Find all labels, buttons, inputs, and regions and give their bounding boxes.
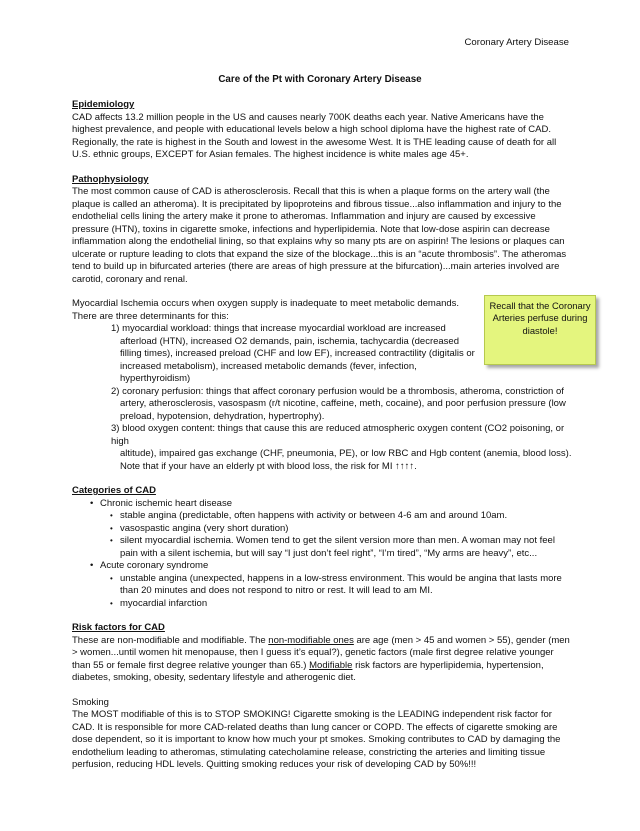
document-body [72,99,572,784]
list-item: • Acute coronary syndrome [72,560,572,573]
text-run: risk factors are hyperlipidemia, hypertension, diabetes, smoking, obesity, sedentary lifestyle and atherogenic diet. [72,659,544,683]
paragraph: Myocardial Ischemia occurs when oxygen supply is inadequate to meet metabolic demands. [72,298,460,309]
list-item: • myocardial infarction [72,598,572,611]
list-item: • stable angina (predictable, often happens with activity or between 4-6 am and around 10am. [72,510,572,523]
determinant-item [72,423,572,473]
text-run: These are non-modifiable and modifiable. The [72,634,269,646]
epidemiology-section [72,99,572,162]
subheading: Smoking [72,696,109,708]
paragraph: There are three determinants for this: [72,310,229,322]
determinant-item [72,386,572,424]
category-list [72,498,572,611]
underlined-term: Modifiable [309,659,353,671]
determinant-first-line: 3) blood oxygen content: things that cause this are reduced atmospheric oxygen content (CO2 poisoning, or high [111,423,565,447]
paragraph: CAD affects 13.2 million people in the US and causes nearly 700K deaths each year. Native Americans have the highest prevalence, and people with educational levels below a high school diploma have the highest rate of CAD. Regionally, the rate is highest in the South and lowest in the awesome West. It is THE leading cause of death for all U.S. ethnic groups, EXCEPT for Asian females. The highest incidence is white males age 45+. [72,111,557,160]
pathophysiology-section [72,174,572,287]
smoking-section [72,697,572,772]
determinant-first-line: 2) coronary perfusion: things that affect coronary perfusion would be a thrombosis, atheroma, constriction of [111,385,564,397]
paragraph: The most common cause of CAD is atherosclerosis. Recall that this is when a plaque forms on the artery wall (the plaque is called an atheroma). It is precipitated by lipoproteins and fibrous tissue...also inflammation and injury to the endothelial cells lining the artery make it prone to atheromas. Inflammation and injury are caused by excessive pressure (HTN), toxins in cigarette smoke, infections and hyperlipidemia. Note that low-dose aspirin can decrease inflammation along the endothelial lining, so that explains why so many pts are on aspirin! The lesions or plaques can ulcerate or rupture leading to clots that expand the size of the blockage...this is an “acute thrombosis”. The atheromas tend to build up in bifurcated arteries (there are areas of high pressure at the bifurcation)...main arteries involved are carotid, coronary and renal. [72,186,567,285]
section-heading: Epidemiology [72,99,135,110]
risk-factors-section [72,622,572,685]
callout-note: Recall that the Coronary Arteries perfuse during diastole! [484,295,596,365]
determinant-first-line: 1) myocardial workload: things that increase myocardial workload are increased [111,323,446,334]
determinant-text: afterload (HTN), increased O2 demands, pain, ischemia, tachycardia (decreased filling times), increased preload (CHF and low EF), increased contractility (digitalis or increased metabolism), increased metabolic demands (fever, infection, hyperthyroidism) [120,335,475,384]
list-item: • vasospastic angina (very short duration) [72,523,572,536]
determinant-text: altitude), impaired gas exchange (CHF, pneumonia, PE), or low RBC and Hgb content (anemia, blood loss). Note that if your have an elderly pt with blood loss, the risk for MI ↑↑↑↑. [120,448,572,472]
determinant-text: artery, atherosclerosis, vasospasm (r/t nicotine, caffeine, meth, cocaine), and poor perfusion pressure (low preload, hypotension, dehydration, hypertrophy). [120,398,566,422]
paragraph: The MOST modifiable of this is to STOP SMOKING! Cigarette smoking is the LEADING independent risk factor for CAD. It is responsible for more CAD-related deaths than lung cancer or COPD. The effects of cigarette smoking are dose dependent, so it is important to know how much your pt smokes. Smoking contributes to CAD by damaging the endothelium leading to atheromas, stimulating catecholamine release, constricting the arteries and limiting tissue perfusion, reducing HDL levels. Quitting smoking reduces your risk of developing CAD by 50%!!! [72,709,561,770]
underlined-term: non-modifiable ones [268,634,354,646]
paragraph [72,635,572,685]
list-item: • Chronic ischemic heart disease [72,498,572,511]
running-header: Coronary Artery Disease [464,37,569,48]
list-item: • silent myocardial ischemia. Women tend to get the silent version more than men. A woman may not feel pain with a silent ischemia, but will say “I just don’t feel right”, “I’m tired”, “My arms are heavy”, etc... [72,535,572,560]
page-title: Care of the Pt with Coronary Artery Disease [218,74,422,85]
section-heading: Pathophysiology [72,173,149,185]
text-run: are age (men > 45 and women > 55), gender (men > women...until women hit menopause, then I guess it’s equal?), genetic factors (male first degree relative younger than 55 or female first degree relative younger than 65.) [72,634,570,671]
determinant-item [72,323,482,386]
list-item: • unstable angina (unexpected, happens in a low-stress environment. This would be angina that lasts more than 20 minutes and does not respond to nitro or rest. It will lead to am MI. [72,573,572,598]
section-heading: Categories of CAD [72,485,156,496]
section-heading: Risk factors for CAD [72,622,165,633]
categories-section [72,485,572,610]
